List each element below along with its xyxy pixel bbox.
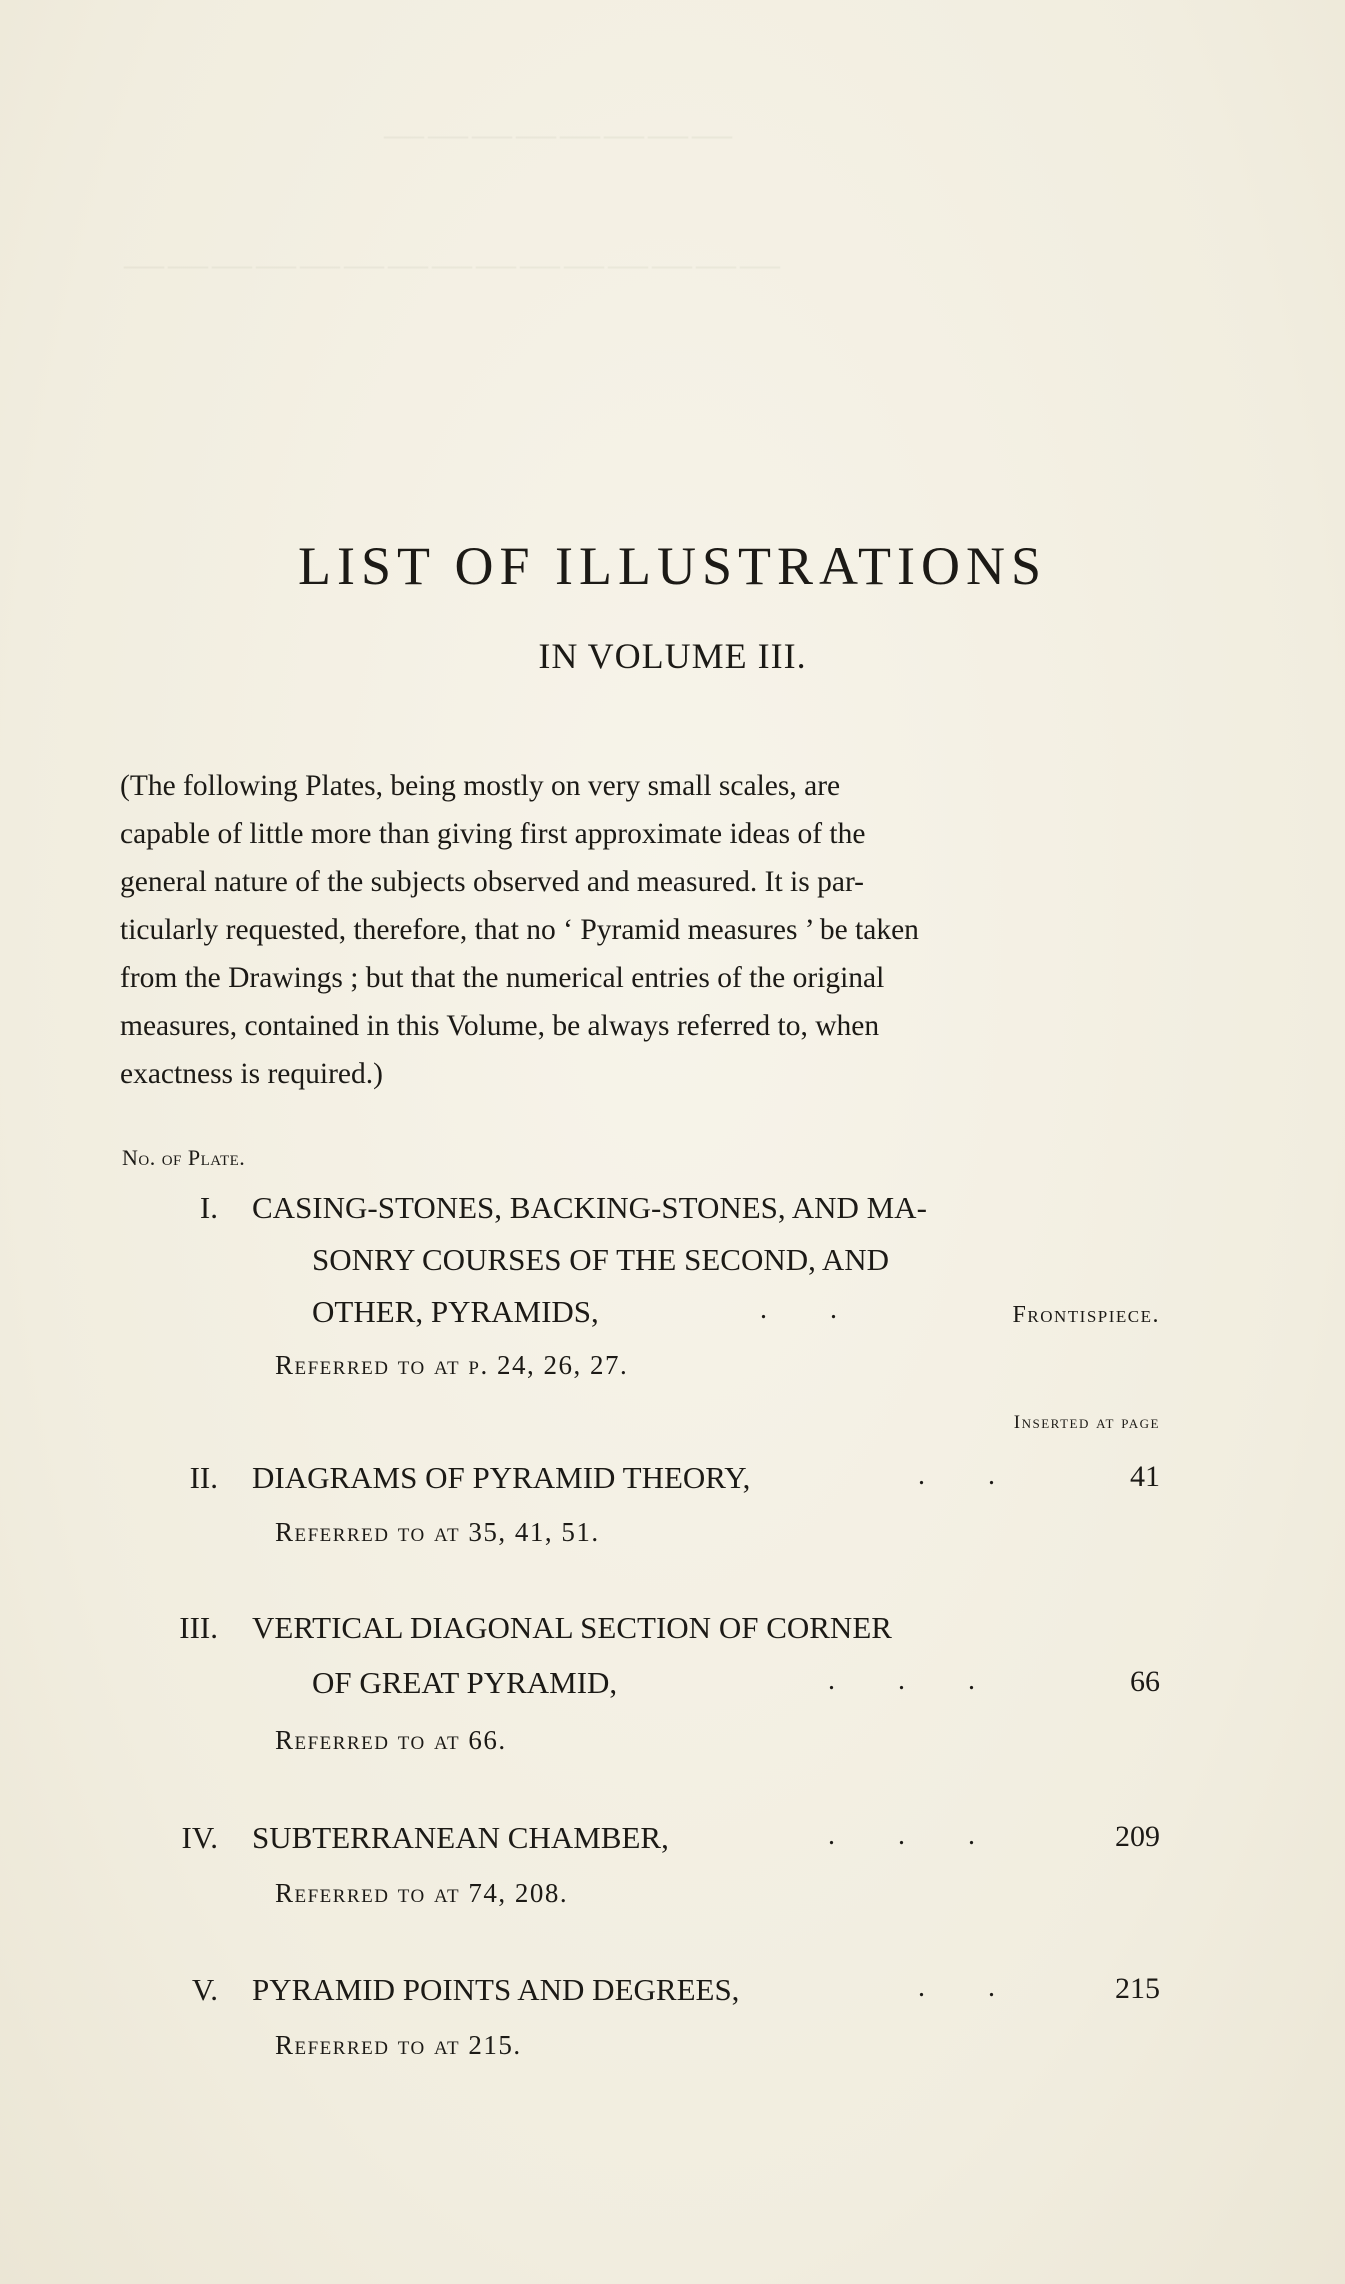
page-title: LIST OF ILLUSTRATIONS <box>297 536 1048 596</box>
show-through-decoration: ——————————————— <box>120 241 780 286</box>
leader-dots: . . <box>918 1460 1023 1491</box>
intro-note <box>120 762 1165 1098</box>
plate-title-line: DIAGRAMS OF PYRAMID THEORY, <box>252 1460 751 1495</box>
plate-title-line: VERTICAL DIAGONAL SECTION OF CORNER <box>252 1610 892 1645</box>
plate-numeral: III. <box>179 1610 218 1645</box>
plate-title-line: PYRAMID POINTS AND DEGREES, <box>252 1972 740 2007</box>
plate-numeral: V. <box>191 1972 218 2007</box>
page-subtitle: IN VOLUME III. <box>538 636 807 676</box>
plate-numeral: II. <box>189 1460 218 1495</box>
plate-page: 209 <box>1115 1820 1160 1853</box>
plate-page: 66 <box>1130 1665 1160 1698</box>
plate-numeral: I. <box>199 1190 218 1225</box>
plate-page: 215 <box>1115 1972 1160 2005</box>
intro-line: capable of little more than giving first approximate ideas of the <box>120 818 866 850</box>
intro-line: (The following Plates, being mostly on very small scales, are <box>120 770 841 802</box>
plate-referred: Referred to at 74, 208. <box>275 1878 569 1908</box>
intro-line: general nature of the subjects observed and measured. It is par- <box>120 866 864 898</box>
leader-dots: . . <box>760 1294 865 1325</box>
plate-page: Frontispiece. <box>1012 1302 1160 1328</box>
plate-column-label: No. of Plate. <box>122 1145 246 1170</box>
plate-title-line: OTHER, PYRAMIDS, <box>312 1294 599 1329</box>
plate-page: 41 <box>1130 1460 1160 1493</box>
show-through-decoration: ———————— <box>380 111 732 156</box>
leader-dots: . . . <box>828 1665 1003 1696</box>
plate-referred: Referred to at 215. <box>275 2030 522 2060</box>
plate-title-line: OF GREAT PYRAMID, <box>312 1665 618 1700</box>
plate-numeral: IV. <box>181 1820 218 1855</box>
leader-dots: . . <box>918 1972 1023 2003</box>
intro-line: ticularly requested, therefore, that no ‘ Pyramid measures ’ be taken <box>120 914 919 946</box>
intro-line: exactness is required.) <box>120 1058 383 1090</box>
plate-title-line: SONRY COURSES OF THE SECOND, AND <box>312 1242 890 1277</box>
plate-referred: Referred to at p. 24, 26, 27. <box>275 1350 629 1380</box>
intro-line: measures, contained in this Volume, be always referred to, when <box>120 1010 880 1042</box>
leader-dots: . . . <box>828 1820 1003 1851</box>
inserted-at-page-label: Inserted at page <box>1013 1412 1160 1433</box>
plate-title-line: SUBTERRANEAN CHAMBER, <box>252 1820 669 1855</box>
plate-title-line: CASING-STONES, BACKING-STONES, AND MA- <box>252 1190 927 1225</box>
intro-line: from the Drawings ; but that the numerical entries of the original <box>120 962 885 994</box>
plate-referred: Referred to at 35, 41, 51. <box>275 1517 600 1547</box>
plate-referred: Referred to at 66. <box>275 1725 507 1755</box>
